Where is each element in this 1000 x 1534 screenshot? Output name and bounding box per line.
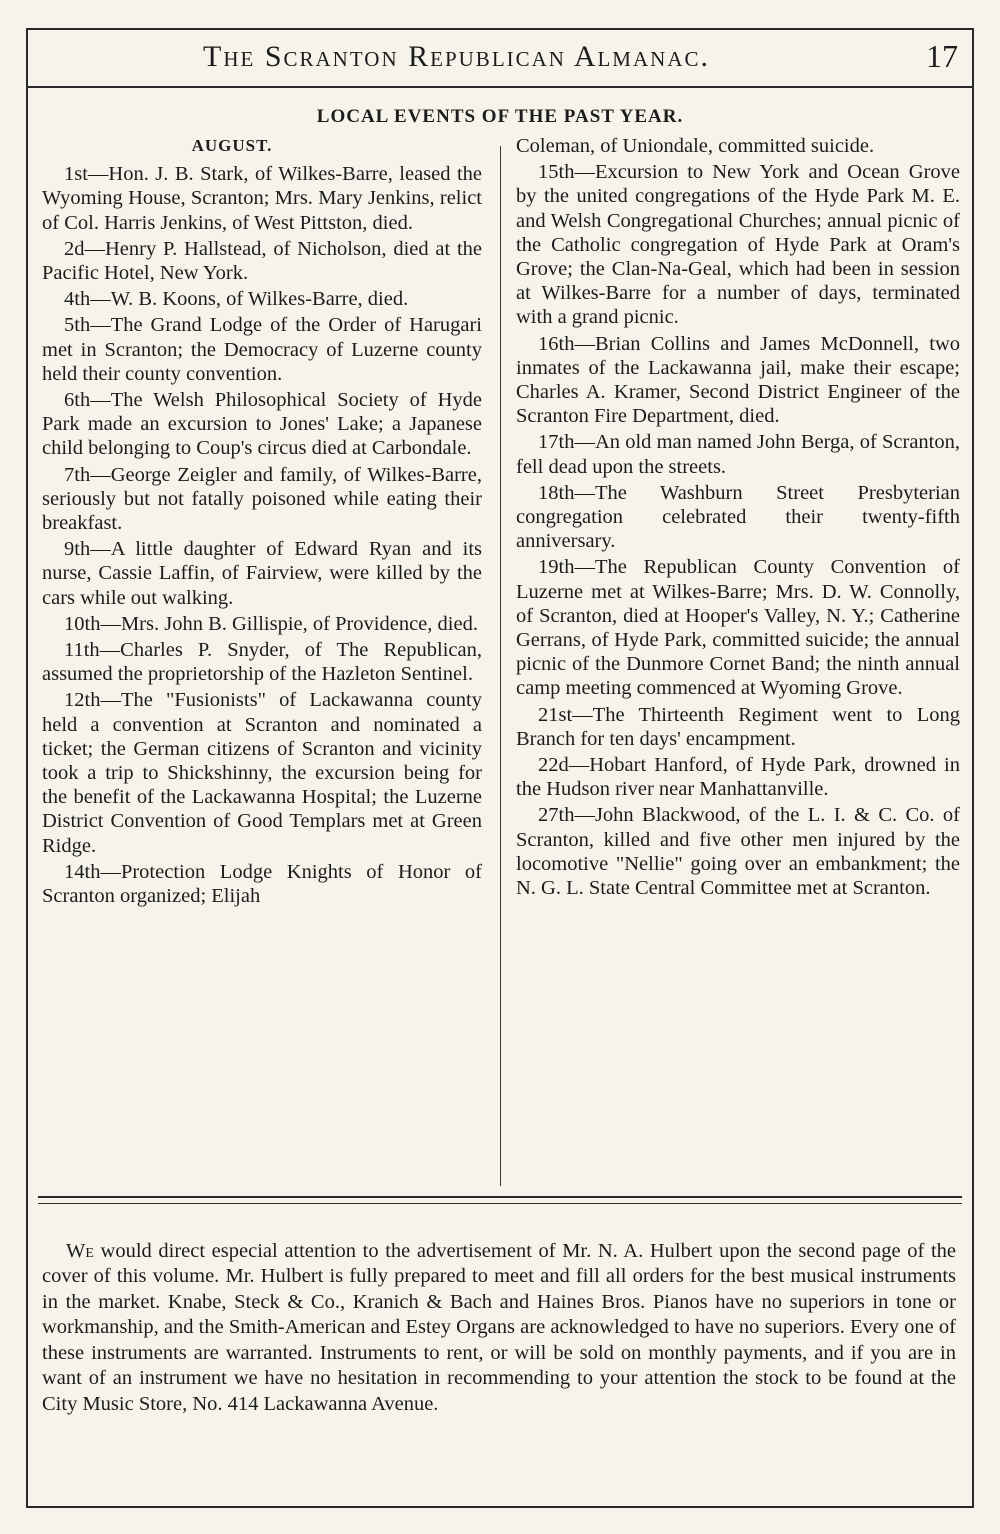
event-entry: 12th—The "Fusionists" of Lackawanna county held a convention at Scranton and nominated a ticket; the German citizens of Scranton and vicinity took a trip to Shickshinny, the excursion being for the benefit of the Lackawanna Hospital; the Luzerne District Convention of Good Templars met at Green Ridge. bbox=[42, 689, 482, 857]
event-entry: 14th—Protection Lodge Knights of Honor of Scranton organized; Elijah bbox=[42, 860, 482, 908]
event-entry: 11th—Charles P. Snyder, of The Republican, assumed the proprietorship of the Hazleton Sentinel. bbox=[42, 639, 482, 686]
section-heading: LOCAL EVENTS OF THE PAST YEAR. bbox=[316, 106, 684, 127]
event-entry: 6th—The Welsh Philosophical Society of Hyde Park made an excursion to Jones' Lake; a Japanese child belonging to Coup's circus died at Carbondale. bbox=[42, 389, 482, 460]
event-entry: 19th—The Republican County Convention of Luzerne met at Wilkes-Barre; Mrs. D. W. Connolly, of Scranton, died at Hooper's Valley, N. Y.; Catherine Gerrans, of Hyde Park, committed suicide; the annual picnic of the Dunmore Cornet Band; the ninth annual camp meeting commenced at Wyoming Grove. bbox=[516, 556, 960, 700]
event-entry: 22d—Hobart Hanford, of Hyde Park, drowned in the Hudson river near Manhattanville. bbox=[516, 754, 960, 801]
month-heading: AUGUST. bbox=[191, 136, 273, 155]
event-entry: 18th—The Washburn Street Presbyterian congregation celebrated their twenty-fifth anniversary. bbox=[516, 481, 960, 553]
event-entry: 1st—Hon. J. B. Stark, of Wilkes-Barre, leased the Wyoming House, Scranton; Mrs. Mary Jenkins, relict of Col. Harris Jenkins, of West Pittston, died. bbox=[42, 163, 482, 234]
event-entry: 2d—Henry P. Hallstead, of Nicholson, died at the Pacific Hotel, New York. bbox=[42, 237, 482, 285]
advertisement-notice bbox=[42, 1239, 956, 1418]
section-rule bbox=[38, 1196, 962, 1204]
left-column bbox=[42, 134, 482, 910]
event-entry: 16th—Brian Collins and James McDonnell, two inmates of the Lackawanna jail, make their escape; Charles A. Kramer, Second District Engineer of the Scranton Fire Department, died. bbox=[516, 332, 960, 428]
page-header bbox=[28, 30, 972, 88]
publication-title: The Scranton Republican Almanac. bbox=[203, 40, 710, 73]
notice-text: would direct especial attention to the advertisement of Mr. N. A. Hulbert upon the second page of the cover of this volume. Mr. Hulbert is fully prepared to meet and fill all orders for the best musical instruments in the market. Knabe, Steck & Co., Kranich & Bach and Haines Bros. Pianos have no superiors in tone or workmanship, and the Smith-American and Estey Organs are acknowledged to have no superiors. Every one of these instruments are warranted. Instruments to rent, or will be sold on monthly payments, and if you are in want of an instrument we have no hesitation in recommending to your attention the stock to be found at the City Music Store, No. 414 Lackawanna Avenue. bbox=[42, 1239, 956, 1416]
notice-lead-word: We bbox=[66, 1239, 94, 1262]
event-entry-continuation: Coleman, of Uniondale, committed suicide. bbox=[516, 135, 875, 157]
event-entry: 17th—An old man named John Berga, of Scranton, fell dead upon the streets. bbox=[516, 431, 960, 478]
column-divider bbox=[500, 146, 501, 1186]
event-entry: 9th—A little daughter of Edward Ryan and its nurse, Cassie Laffin, of Fairview, were killed by the cars while out walking. bbox=[42, 538, 482, 609]
event-entry: 4th—W. B. Koons, of Wilkes-Barre, died. bbox=[64, 288, 409, 311]
page-number: 17 bbox=[926, 38, 958, 74]
event-entry: 5th—The Grand Lodge of the Order of Harugari met in Scranton; the Democracy of Luzerne county held their county convention. bbox=[42, 314, 482, 385]
right-column bbox=[516, 134, 960, 902]
event-entry: 7th—George Zeigler and family, of Wilkes-Barre, seriously but not fatally poisoned while eating their breakfast. bbox=[42, 463, 482, 535]
almanac-page bbox=[26, 28, 974, 1508]
event-entry: 27th—John Blackwood, of the L. I. & C. Co. of Scranton, killed and five other men injured by the locomotive "Nellie" going over an embankment; the N. G. L. State Central Committee met at Scranton. bbox=[516, 804, 960, 900]
event-entry: 15th—Excursion to New York and Ocean Grove by the united congregations of the Hyde Park M. E. and Welsh Congregational Churches; annual picnic of the Catholic congregation of Hyde Park at Oram's Grove; the Clan-Na-Geal, which had been in session at Wilkes-Barre for a number of days, terminated with a grand picnic. bbox=[516, 161, 960, 329]
event-entry: 10th—Mrs. John B. Gillispie, of Providence, died. bbox=[64, 612, 478, 635]
event-entry: 21st—The Thirteenth Regiment went to Long Branch for ten days' encampment. bbox=[516, 703, 960, 750]
